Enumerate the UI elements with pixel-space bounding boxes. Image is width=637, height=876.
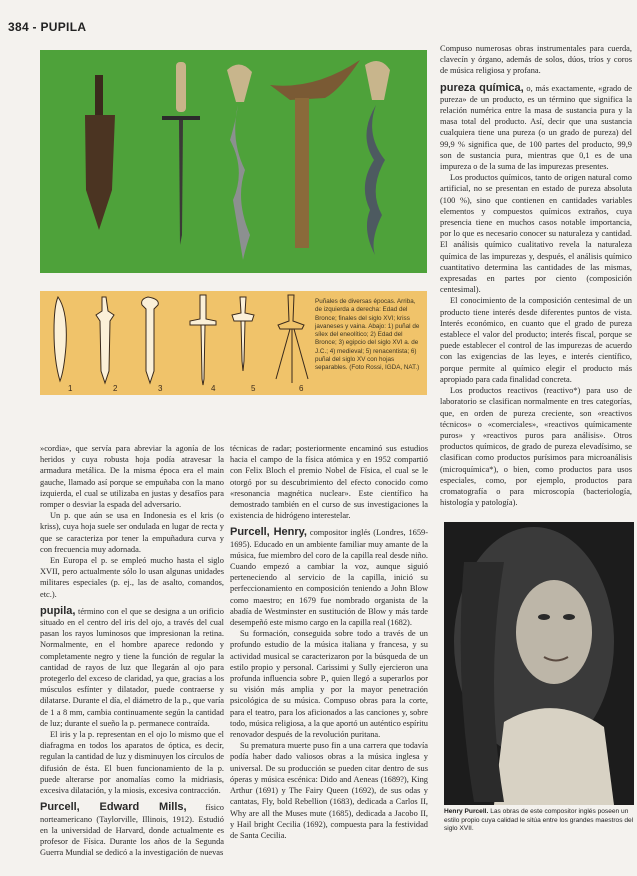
headword: Purcell, Edward Mills, — [40, 801, 187, 814]
portrait-caption — [444, 808, 634, 834]
entry-text: o, más exactamente, «grado de pureza» de un producto, es un término que significa la relación numérica entre la masa de sustancia pura y la masa total del producto. Así, decir que una sustancia cualquiera tiene una pureza (o un grado de pureza) del 99,9 % significa que, de 100 partes del producto, 99,9 son de sustancia pura, mientras que 0,1 es de una impureza o de la suma de las impurezas presentes. — [440, 83, 633, 172]
entry-purcell-henry — [230, 527, 428, 628]
page-header: 384 - PUPILA — [8, 20, 87, 34]
entry-text: físico norteamericano (Taylorville, Illinois, 1912). Estudió en la universidad de Harvard, donde actualmente es profesor de Física. Durante los años de la Segunda Guerra Mundial se dedicó a la investigación de nuevas — [40, 803, 224, 858]
paragraph: »cordia», que servía para abreviar la agonía de los heridos y cuya robusta hoja podía atravesar la armadura metálica. De la misma época era el main gauche, llamado así porque se empuñaba con la mano izquierda, el cual se utilizaba en justas y desafíos para romper o desviar la espada del adversario. — [40, 444, 224, 510]
paragraph: Compuso numerosas obras instrumentales para cuerda, clavecín y órgano, además de solos, dúos, tríos y coros de música religiosa y profana. — [440, 44, 632, 76]
paragraph: técnicas de radar; posteriormente encaminó sus estudios hacia el campo de la física atómica y en 1952 compartió con Felix Bloch el premio Nobel de Física, el cual se le otorgó por su descubrimiento del efecto conocido como «resonancia magnética nuclear». Este científico ha demostrado también en el curso de sus investigaciones la existencia de hidrógeno interestelar. — [230, 444, 428, 521]
entry-pupila — [40, 606, 224, 729]
headword: pupila, — [40, 604, 76, 617]
drawing-number: 5 — [251, 384, 256, 393]
entry-pureza — [440, 83, 632, 173]
daggers-photo — [40, 50, 427, 273]
paragraph: Los productos químicos, tanto de origen natural como artificial, no se presentan en estado de pureza absoluta (100 %), sino que contienen en cantidades variables elementos y compuestos químicos extraños, cuya presencia tiene en muchos casos notable importancia, por lo que es necesario conocer su naturaleza y cantidad. El análisis químico cualitativo revela la naturaleza química de las impurezas y, después, el análisis químico cuantitativo determina las cantidades de las mismas, expresadas en partes por ciento (composición centesimal). — [440, 173, 632, 295]
caption-text: Las obras de este compositor inglés poseen un estilo propio cuya calidad le sitúa entre los grandes maestros del siglo XVII. — [444, 808, 634, 833]
text-column-2 — [230, 443, 428, 841]
henry-purcell-portrait — [444, 522, 634, 805]
headword: Purcell, Henry, — [230, 526, 307, 539]
figure-caption: Puñales de diversas épocas. Arriba, de izquierda a derecha: Edad del Bronce; finales del siglo XVI; kriss javaneses y vaina. Abajo: 1) puñal de sílex del eneolítico; 2) Edad del Bronce; 3) egipcio del siglo XVI a. de J.C.; 4) medieval; 5) renacentista; 6) puñal del siglo XV con hojas separables. (Foto Rossi, IGDA, NAT.) — [315, 298, 420, 372]
paragraph: Los productos reactivos (reactivo*) para uso de laboratorio se clasifican normalmente en tres categorías, que, en orden de pureza creciente, son «reactivos técnicos» o «comerciales», «reactivos químicamente puros» y «reactivos puros para análisis». Otros productos químicos, de grado de pureza elevadísimo, se clasifican como productos purísimos para microanálisis (microquímica*), o bien, como productos para usos especiales, como, por ejemplo, productos para cromatografía o para microscopía (bacteriología, histología y patología). — [440, 386, 632, 508]
entry-purcell-edward — [40, 802, 224, 858]
text-column-1 — [40, 443, 224, 858]
paragraph: El iris y la p. representan en el ojo lo mismo que el diafragma en todos los aparatos de óptica, es decir, regulan la cantidad de luz y disminuyen los círculos de difusión de ésta. El buen funcionamiento de la p. puede alterarse por anomalías como la midriasis, excesiva dilatación, y la miosis, excesiva contracción. — [40, 730, 224, 796]
drawing-number: 2 — [113, 384, 118, 393]
drawing-number: 3 — [158, 384, 163, 393]
text-column-3 — [440, 43, 632, 508]
paragraph: En Europa el p. se empleó mucho hasta el siglo XVII, pero actualmente sólo lo usan algunas unidades militares especiales (p. ej., las de asalto, comandos, etc.). — [40, 556, 224, 599]
paragraph: Su prematura muerte puso fin a una carrera que todavía podía haber dado valiosos obras a la música inglesa y universal. De su producción se pueden citar dentro de sus óperas y música escénica: Dido and Aeneas (1689?), King Arthur (1691) y The Fairy Queen (1692), de sus odas y cantatas, Fly, bold Rebellion (1683), dedicada a Carlos II, Why are all the Muses mute (1685), dedicada a Jacobo II, y Hail bright Cecilia (1692), compuesta para la festividad de Santa Cecilia. — [230, 741, 428, 840]
entry-text: compositor inglés (Londres, 1659-1695). Educado en un ambiente familiar muy amante de la música, fue miembro del coro de la capilla real desde niño. Cuando empezó a cambiar la voz, aunque siguió perteneciendo al servicio de la capilla, inició su perfeccionamiento en composición teniendo a John Blow como maestro; en 1679 fue nombrado organista de la abadía de Westminster en sustitución de Blow y más tarde desempeñó este mismo cargo en la capilla real (1682). — [230, 528, 429, 628]
paragraph: Su formación, conseguida sobre todo a través de un profundo estudio de la música italiana y francesa, y su actividad musical se caracterizaron por la búsqueda de un estilo propio y personal. Carissimi y Sully ejercieron una profunda influencia sobre P., quien llegó a superarlos por su visión más amplia y por la mayor penetración psicológica de su música. Compuso obras para la corte, para el teatro, para los aficionados a las canciones y, sobre todo, música religiosa, a la que aportó un auténtico espíritu renovador después de la revolución puritana. — [230, 629, 428, 740]
drawing-number: 6 — [299, 384, 304, 393]
drawing-number: 4 — [211, 384, 216, 393]
paragraph: El conocimiento de la composición centesimal de un producto tiene interés desde diferentes puntos de vista. Interés económico, en cuanto que el grado de pureza establece el valor del producto; interés fiscal, porque se puede establecer el control de las impurezas de acuerdo con las exigencias de las leyes, e interés científico, porque permite al químico elegir el producto más apropiado para cada finalidad concreta. — [440, 296, 632, 384]
caption-name: Henry Purcell. — [444, 808, 489, 815]
headword: pureza química, — [440, 81, 524, 94]
drawing-number: 1 — [68, 384, 73, 393]
entry-text: término con el que se designa a un orificio situado en el centro del iris del ojo, a través del cual pasan los rayos luminosos que impresionan la retina. Normalmente, en el hombre aparece redondo y completamente negro y tiene la función de regular la cantidad de rayos de luz que llegarán al ojo para protegerlo del exceso de claridad, ya que, gracias a los músculos esfínter y dilatador, puede contraerse y dilatarse. Durante el día, el diámetro de la p., que varía de 1 a 8 mm, cambia continuamente según la cantidad de luz; durante el sueño la p. permanece contraída. — [40, 606, 224, 728]
paragraph: Un p. que aún se usa en Indonesia es el kris (o kriss), cuya hoja suele ser ondulada en lugar de recta y que se caracteriza por tener la empuñadura curva y con frecuencia muy adornada. — [40, 511, 224, 554]
